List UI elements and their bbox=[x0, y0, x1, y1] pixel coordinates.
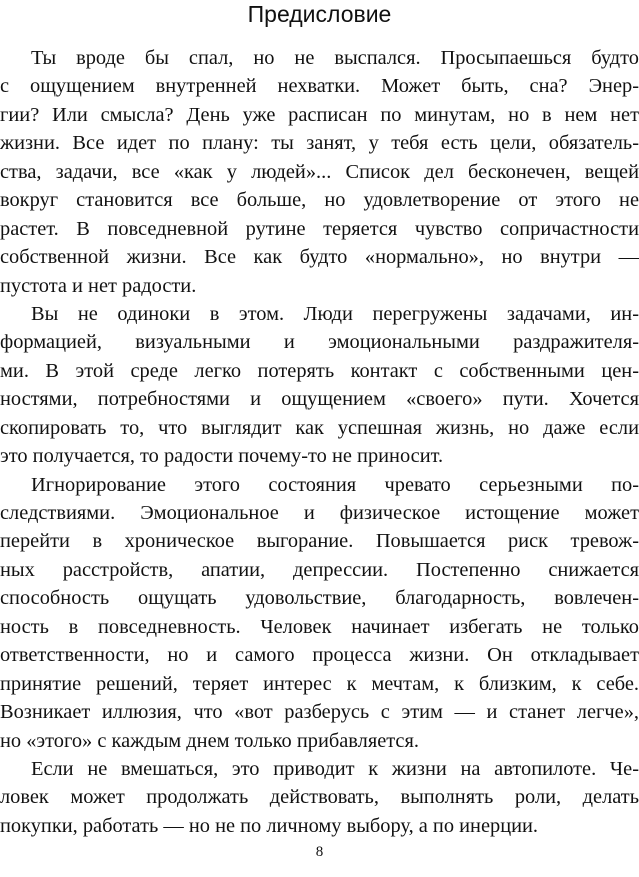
text-line: ность в повседневность. Человек начинает избегать не только bbox=[0, 615, 639, 638]
paragraph bbox=[0, 44, 639, 300]
text-line: способность ощущать удовольствие, благодарность, вовлечен- bbox=[0, 587, 639, 610]
text-line: ства, задачи, все «как у людей»... Список дел бесконечен, вещей bbox=[0, 160, 639, 183]
text-line: принятие решений, теряет интерес к мечтам, к близким, к себе. bbox=[0, 672, 639, 695]
text-line: с ощущением внутренней нехватки. Может быть, сна? Энер- bbox=[0, 75, 639, 98]
text-line: ответственности, но и самого процесса жизни. Он откладывает bbox=[0, 644, 639, 667]
page-title: Предисловие bbox=[247, 1, 392, 27]
body-text bbox=[0, 44, 639, 840]
text-line: собственной жизни. Все как будто «нормально», но внутри — bbox=[0, 246, 639, 269]
text-line: Возникает иллюзия, что «вот разберусь с этим — и станет легче», bbox=[0, 701, 639, 724]
text-line: гии? Или смысла? День уже расписан по минутам, но в нем нет bbox=[0, 103, 639, 126]
text-line: жизни. Все идет по плану: ты занят, у тебя есть цели, обязатель- bbox=[0, 132, 639, 155]
text-line: Если не вмешаться, это приводит к жизни на автопилоте. Че- bbox=[31, 757, 639, 780]
text-line: формацией, визуальными и эмоциональными раздражителя- bbox=[0, 331, 639, 354]
paragraph bbox=[0, 300, 639, 471]
text-line: ми. В этой среде легко потерять контакт с собственными цен- bbox=[0, 359, 639, 382]
text-line: Ты вроде бы спал, но не выспался. Просыпаешься будто bbox=[31, 47, 639, 69]
text-line: следствиями. Эмоциональное и физическое истощение может bbox=[0, 502, 639, 524]
text-line: растет. В повседневной рутине теряется чувство сопричастности bbox=[0, 217, 639, 240]
text-line: ных расстройств, апатии, депрессии. Постепенно снижается bbox=[0, 558, 639, 581]
text-line: ностями, потребностями и ощущением «своего» пути. Хочется bbox=[0, 388, 639, 411]
text-line: это получается, то радости почему-то не приносит. bbox=[0, 445, 444, 468]
text-line: перейти в хроническое выгорание. Повышается риск тревож- bbox=[0, 530, 639, 553]
text-line: ловек может продолжать действовать, выполнять роли, делать bbox=[0, 786, 639, 809]
text-line: покупки, работать — но не по личному выбору, а по инерции. bbox=[0, 814, 539, 837]
text-line: Игнорирование этого состояния чревато серьезными по- bbox=[31, 473, 639, 496]
text-line: скопировать то, что выглядит как успешная жизнь, но даже если bbox=[0, 416, 639, 439]
page-number: 8 bbox=[315, 844, 324, 860]
text-line: Вы не одиноки в этом. Люди перегружены задачами, ин- bbox=[31, 302, 639, 325]
paragraph bbox=[0, 755, 639, 840]
text-line: пустота и нет радости. bbox=[0, 274, 197, 297]
text-line: вокруг становится все больше, но удовлетворение от этого не bbox=[0, 189, 639, 212]
text-line: но «этого» с каждым днем только прибавляется. bbox=[0, 729, 419, 752]
paragraph bbox=[0, 471, 639, 755]
